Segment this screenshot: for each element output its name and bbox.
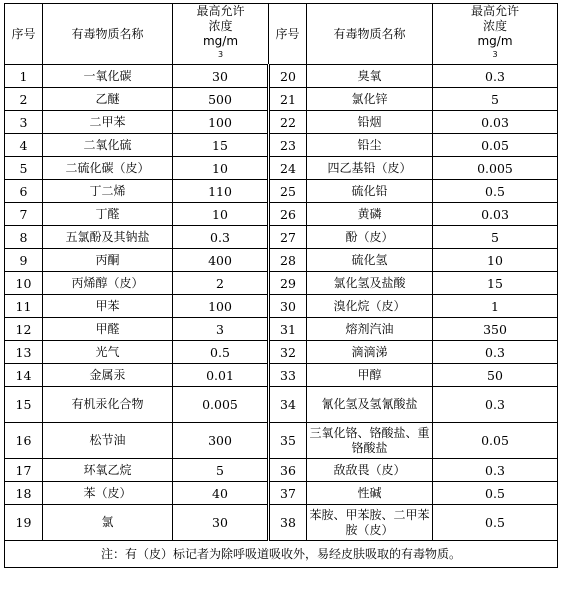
substance-name: 性碱 [307,482,433,505]
row-seq: 7 [5,203,43,226]
max-concentration: 500 [173,88,269,111]
row-seq: 29 [269,272,307,295]
max-concentration: 110 [173,180,269,203]
substance-name: 氯 [43,505,173,541]
table-row [5,482,558,505]
substance-name: 铅尘 [307,134,433,157]
row-seq: 21 [269,88,307,111]
row-seq: 27 [269,226,307,249]
max-concentration: 5 [433,88,558,111]
table-row [5,134,558,157]
row-seq: 10 [5,272,43,295]
table-row [5,459,558,482]
substance-name: 硫化铅 [307,180,433,203]
row-seq: 33 [269,364,307,387]
table-row [5,88,558,111]
header-row [5,4,558,65]
substance-name: 臭氧 [307,65,433,88]
max-concentration: 0.5 [433,482,558,505]
table-row [5,341,558,364]
substance-name: 甲醛 [43,318,173,341]
substance-name: 甲苯 [43,295,173,318]
max-concentration: 0.3 [433,341,558,364]
row-seq: 37 [269,482,307,505]
table-row [5,203,558,226]
max-concentration: 0.005 [173,387,269,423]
substance-name: 溴化烷（皮） [307,295,433,318]
substance-name: 氯化氢及盐酸 [307,272,433,295]
row-seq: 38 [269,505,307,541]
substance-name: 熔剂汽油 [307,318,433,341]
max-concentration: 2 [173,272,269,295]
max-concentration: 50 [433,364,558,387]
max-concentration: 0.3 [173,226,269,249]
substance-name: 滴滴涕 [307,341,433,364]
table-row [5,423,558,459]
max-concentration: 400 [173,249,269,272]
max-concentration: 100 [173,295,269,318]
row-seq: 12 [5,318,43,341]
row-seq: 13 [5,341,43,364]
substance-name: 甲醇 [307,364,433,387]
max-concentration: 1 [433,295,558,318]
substance-name: 苯胺、甲苯胺、二甲苯胺（皮） [307,505,433,541]
max-concentration: 0.3 [433,387,558,423]
row-seq: 19 [5,505,43,541]
max-concentration: 15 [433,272,558,295]
header-seq: 序号 [5,4,43,65]
substance-name: 金属汞 [43,364,173,387]
table-row [5,157,558,180]
row-seq: 6 [5,180,43,203]
row-seq: 32 [269,341,307,364]
max-concentration: 40 [173,482,269,505]
substance-name: 松节油 [43,423,173,459]
max-concentration: 10 [173,157,269,180]
row-seq: 17 [5,459,43,482]
toxic-substances-table [4,3,558,568]
max-concentration: 0.3 [433,65,558,88]
substance-name: 二硫化碳（皮） [43,157,173,180]
row-seq: 3 [5,111,43,134]
substance-name: 环氧乙烷 [43,459,173,482]
table-row [5,180,558,203]
substance-name: 一氧化碳 [43,65,173,88]
table-row [5,111,558,134]
row-seq: 9 [5,249,43,272]
row-seq: 26 [269,203,307,226]
max-concentration: 0.5 [173,341,269,364]
max-concentration: 0.05 [433,423,558,459]
row-seq: 24 [269,157,307,180]
row-seq: 4 [5,134,43,157]
row-seq: 25 [269,180,307,203]
max-concentration: 0.03 [433,203,558,226]
substance-name: 氯化锌 [307,88,433,111]
max-concentration: 0.05 [433,134,558,157]
substance-name: 丙酮 [43,249,173,272]
header-seq-right: 序号 [269,4,307,65]
substance-name: 二甲苯 [43,111,173,134]
header-concentration-right [433,4,558,65]
max-concentration: 10 [433,249,558,272]
substance-name: 乙醚 [43,88,173,111]
max-concentration: 5 [433,226,558,249]
max-concentration: 0.3 [433,459,558,482]
max-concentration: 5 [173,459,269,482]
substance-name: 黄磷 [307,203,433,226]
header-conc-line2-right: 浓度 [482,19,507,33]
substance-name: 三氧化铬、铬酸盐、重铬酸盐 [307,423,433,459]
row-seq: 23 [269,134,307,157]
substance-name: 丁二烯 [43,180,173,203]
max-concentration: 0.03 [433,111,558,134]
max-concentration: 10 [173,203,269,226]
header-concentration [173,4,269,65]
substance-name: 氰化氢及氢氰酸盐 [307,387,433,423]
footnote-row [5,541,558,568]
max-concentration: 100 [173,111,269,134]
header-conc-unit-right: mg/m 3 [477,34,513,59]
table-row [5,505,558,541]
row-seq: 14 [5,364,43,387]
substance-name: 有机汞化合物 [43,387,173,423]
row-seq: 16 [5,423,43,459]
row-seq: 31 [269,318,307,341]
row-seq: 20 [269,65,307,88]
max-concentration: 0.01 [173,364,269,387]
substance-name: 丁醛 [43,203,173,226]
row-seq: 18 [5,482,43,505]
footnote: 注：有（皮）标记者为除呼吸道吸收外，易经皮肤吸取的有毒物质。 [5,541,558,568]
substance-name: 铅烟 [307,111,433,134]
header-name: 有毒物质名称 [43,4,173,65]
substance-name: 酚（皮） [307,226,433,249]
header-conc-unit: mg/m 3 [202,34,239,59]
substance-name: 四乙基铅（皮） [307,157,433,180]
table-row [5,65,558,88]
max-concentration: 0.5 [433,505,558,541]
table-row [5,272,558,295]
row-seq: 22 [269,111,307,134]
substance-name: 光气 [43,341,173,364]
substance-name: 二氧化硫 [43,134,173,157]
header-conc-line1-right: 最高允许 [470,4,519,18]
substance-name: 敌敌畏（皮） [307,459,433,482]
max-concentration: 0.005 [433,157,558,180]
substance-name: 五氯酚及其钠盐 [43,226,173,249]
row-seq: 1 [5,65,43,88]
row-seq: 2 [5,88,43,111]
header-conc-line1: 最高允许 [196,4,245,18]
row-seq: 5 [5,157,43,180]
row-seq: 11 [5,295,43,318]
row-seq: 35 [269,423,307,459]
table-row [5,387,558,423]
table-row [5,249,558,272]
max-concentration: 300 [173,423,269,459]
max-concentration: 3 [173,318,269,341]
max-concentration: 350 [433,318,558,341]
substance-name: 丙烯醇（皮） [43,272,173,295]
table-row [5,226,558,249]
substance-name: 硫化氢 [307,249,433,272]
table-row [5,364,558,387]
max-concentration: 15 [173,134,269,157]
row-seq: 36 [269,459,307,482]
header-conc-line2: 浓度 [208,19,233,33]
substance-name: 苯（皮） [43,482,173,505]
row-seq: 34 [269,387,307,423]
row-seq: 28 [269,249,307,272]
row-seq: 15 [5,387,43,423]
row-seq: 8 [5,226,43,249]
table-row [5,318,558,341]
header-name-right: 有毒物质名称 [307,4,433,65]
max-concentration: 30 [173,65,269,88]
table-row [5,295,558,318]
row-seq: 30 [269,295,307,318]
max-concentration: 30 [173,505,269,541]
max-concentration: 0.5 [433,180,558,203]
